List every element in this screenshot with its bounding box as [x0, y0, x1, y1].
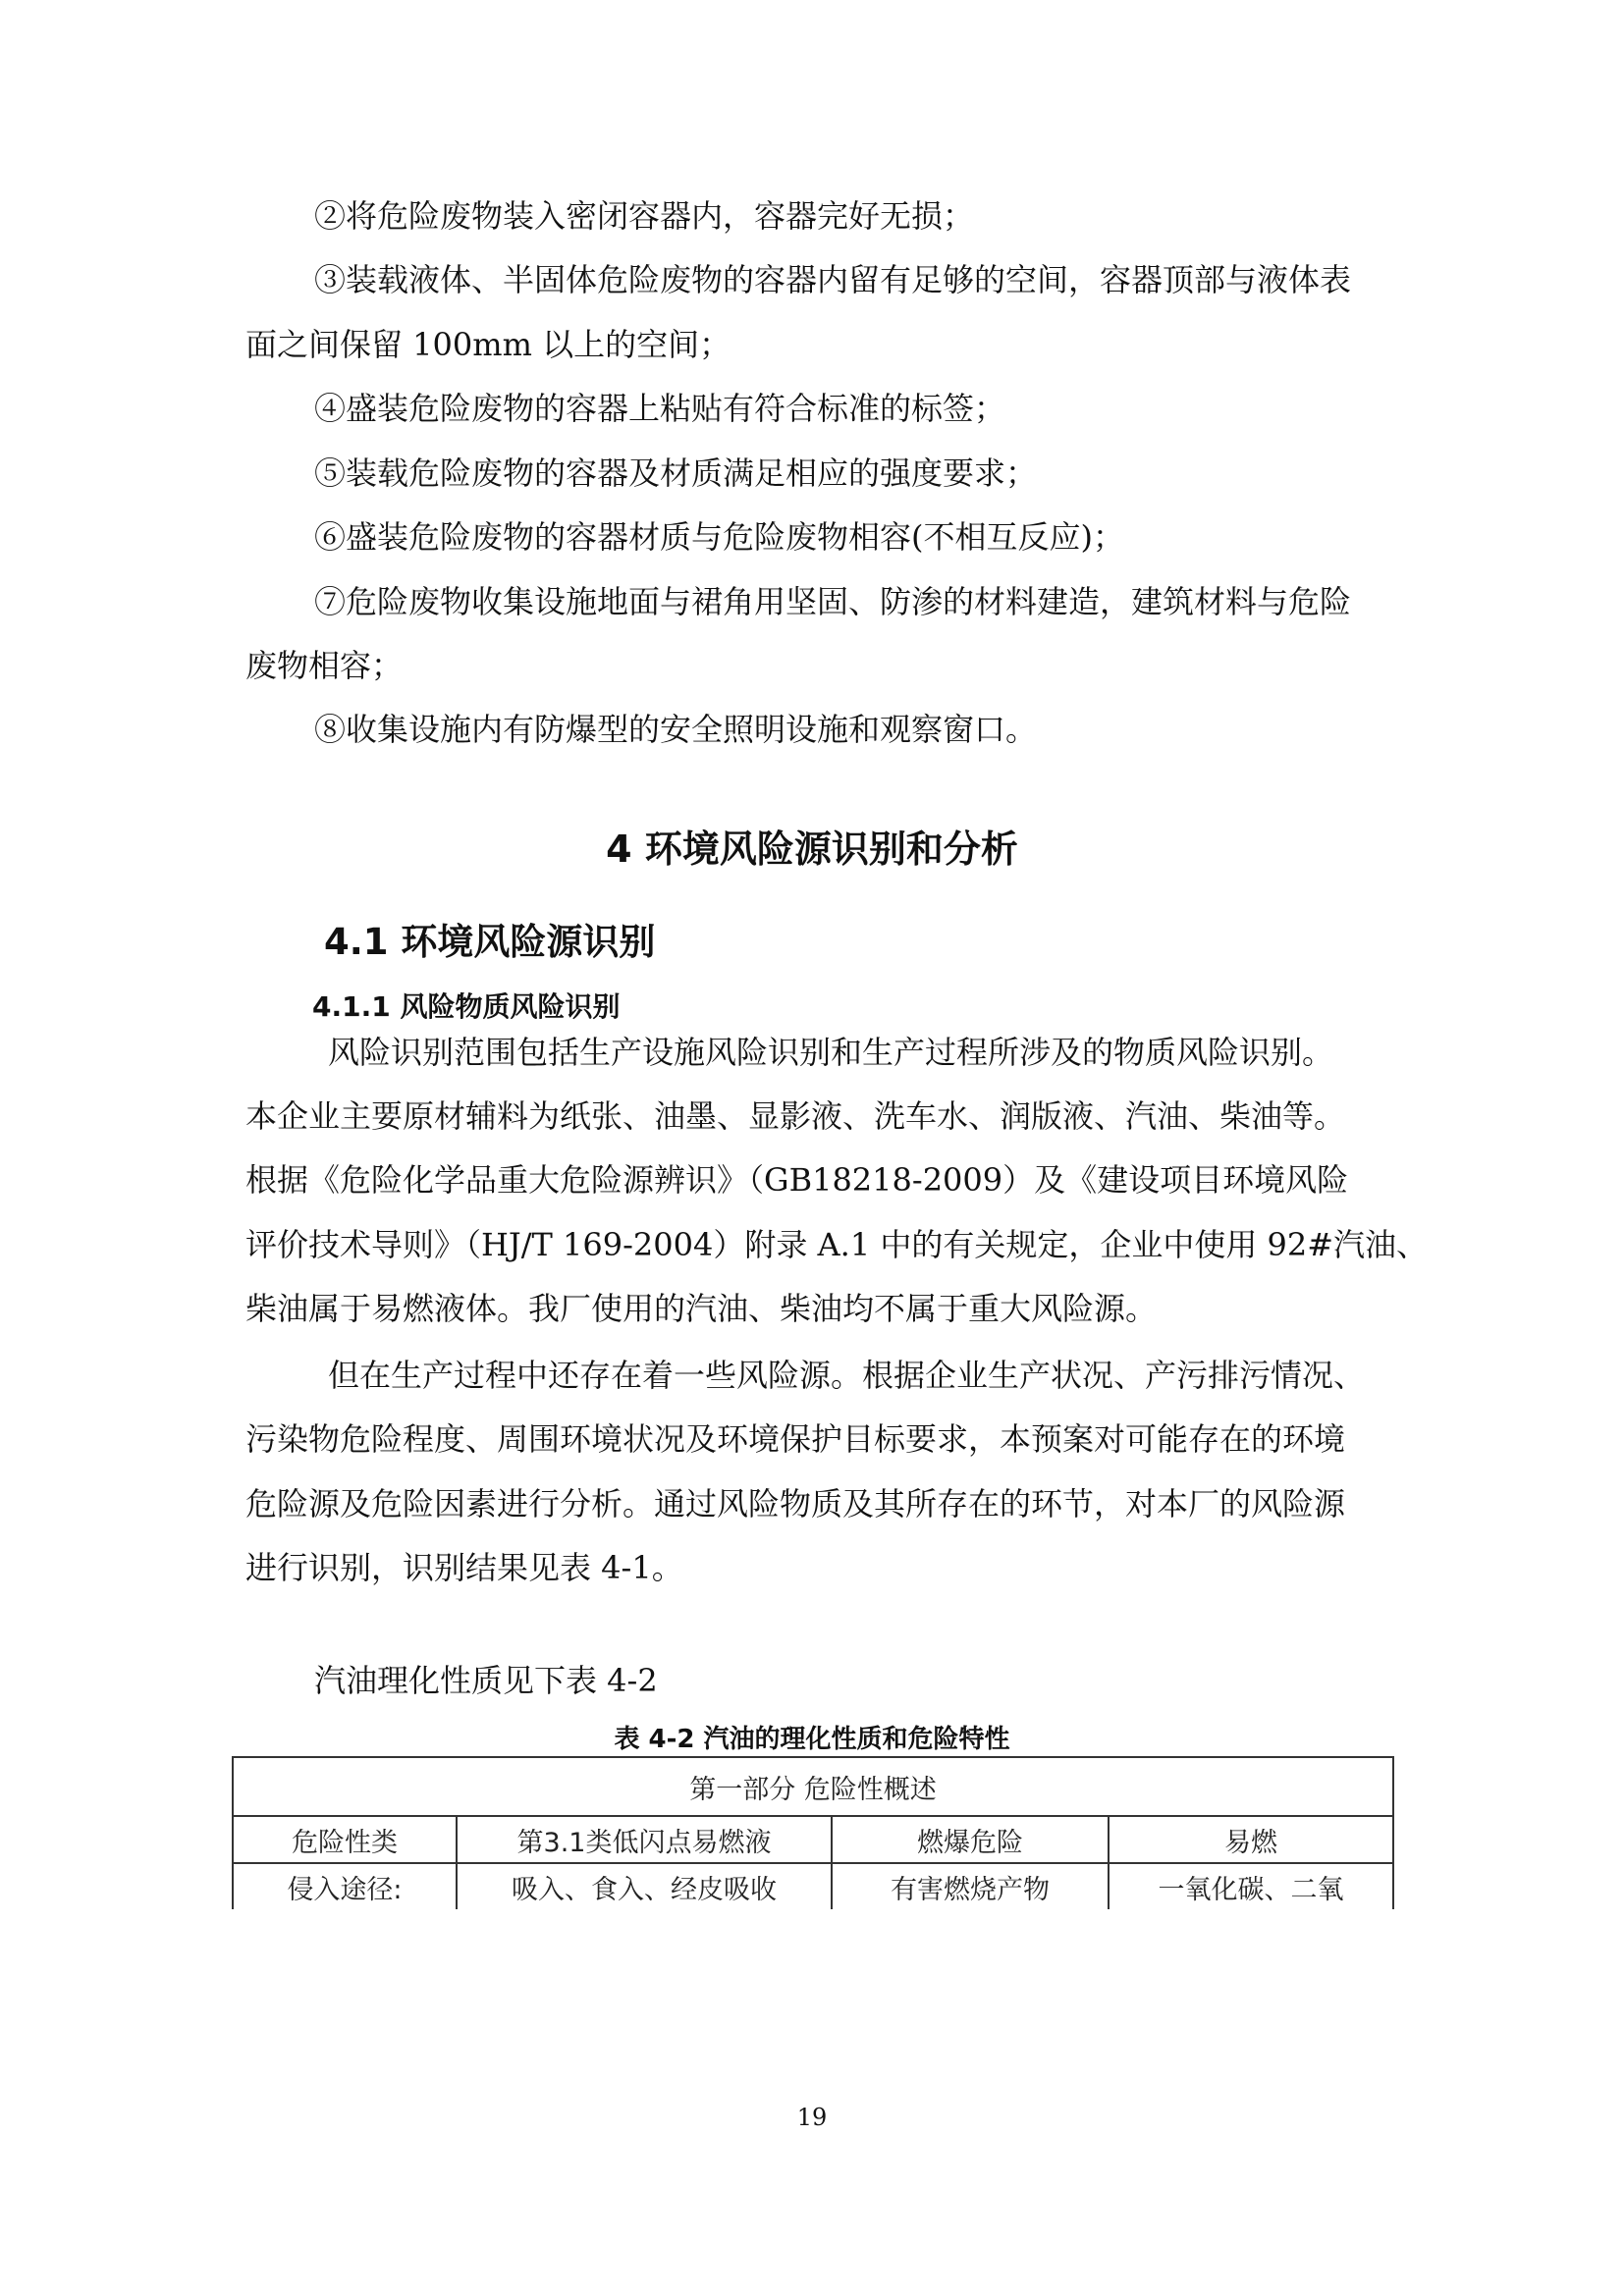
table-row	[233, 1863, 1393, 1909]
table-cell: 第3.1类低闪点易燃液	[457, 1816, 832, 1863]
body-line: 本企业主要原材辅料为纸张、油墨、显影液、洗车水、润版液、汽油、柴油等。	[245, 1097, 1346, 1135]
body-line: 评价技术导则》（HJ/T 169-2004）附录 A.1 中的有关规定，企业中使用 92#汽油、	[245, 1226, 1429, 1263]
body-line: 危险源及危险因素进行分析。通过风险物质及其所存在的环节，对本厂的风险源	[245, 1485, 1346, 1522]
body-line: 污染物危险程度、周围环境状况及环境保护目标要求，本预案对可能存在的环境	[245, 1420, 1346, 1458]
list-item: ⑧收集设施内有防爆型的安全照明设施和观察窗口。	[314, 711, 1038, 748]
list-item-continuation: 废物相容；	[245, 647, 404, 684]
list-item: ③装载液体、半固体危险废物的容器内留有足够的空间，容器顶部与液体表	[314, 261, 1352, 298]
table-cell: 侵入途径:	[233, 1863, 457, 1909]
table-row	[233, 1757, 1393, 1816]
body-line: 风险识别范围包括生产设施风险识别和生产过程所涉及的物质风险识别。	[328, 1034, 1334, 1071]
table-header-cell: 第一部分 危险性概述	[233, 1757, 1393, 1816]
list-item: ⑦危险废物收集设施地面与裙角用坚固、防渗的材料建造，建筑材料与危险	[314, 583, 1352, 620]
body-line: 但在生产过程中还存在着一些风险源。根据企业生产状况、产污排污情况、	[328, 1357, 1366, 1394]
chapter-heading: 4 环境风险源识别和分析	[606, 828, 1018, 871]
list-item: ⑥盛装危险废物的容器材质与危险废物相容(不相互反应)；	[314, 518, 1124, 556]
list-item: ④盛装危险废物的容器上粘贴有符合标准的标签；	[314, 390, 1006, 427]
table-cell: 一氧化碳、二氧	[1109, 1863, 1393, 1909]
page-number: 19	[796, 2104, 828, 2131]
body-line: 汽油理化性质见下表 4-2	[314, 1662, 658, 1699]
list-item-continuation: 面之间保留 100mm 以上的空间；	[245, 326, 731, 363]
section-heading: 4.1 环境风险源识别	[324, 921, 656, 963]
body-line: 进行识别，识别结果见表 4-1。	[245, 1549, 683, 1586]
table-cell: 有害燃烧产物	[832, 1863, 1109, 1909]
table-cell: 危险性类	[233, 1816, 457, 1863]
hazard-table	[232, 1756, 1394, 1909]
table-row	[233, 1816, 1393, 1863]
body-line: 根据《危险化学品重大危险源辨识》（GB18218-2009）及《建设项目环境风险	[245, 1161, 1349, 1199]
subsection-heading: 4.1.1 风险物质风险识别	[312, 990, 621, 1023]
table-caption: 表 4-2 汽油的理化性质和危险特性	[614, 1725, 1010, 1754]
list-item: ⑤装载危险废物的容器及材质满足相应的强度要求；	[314, 454, 1038, 492]
table-cell: 燃爆危险	[832, 1816, 1109, 1863]
list-item: ②将危险废物装入密闭容器内，容器完好无损；	[314, 197, 975, 235]
table-cell: 吸入、食入、经皮吸收	[457, 1863, 832, 1909]
body-line: 柴油属于易燃液体。我厂使用的汽油、柴油均不属于重大风险源。	[245, 1290, 1158, 1327]
table-cell: 易燃	[1109, 1816, 1393, 1863]
